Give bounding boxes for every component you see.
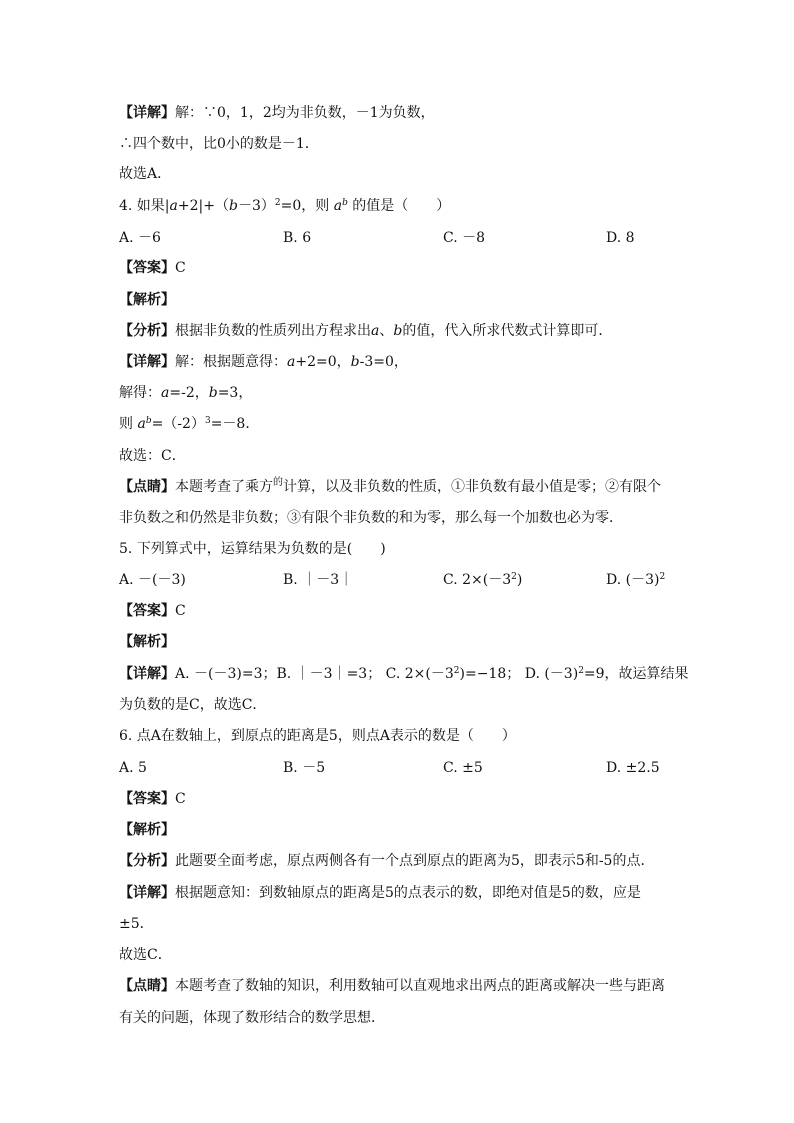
section-tag: 【答案】 xyxy=(119,260,175,276)
q4-detail xyxy=(119,352,408,372)
q5-answer xyxy=(119,601,186,621)
section-tag: 【分析】 xyxy=(119,853,175,869)
exponent: 2 xyxy=(274,198,281,208)
question-5-stem xyxy=(119,539,386,559)
detail-text: ∴四个数中，比0小的数是－1． xyxy=(119,136,319,152)
text-part: )=−18； D. (－3) xyxy=(459,666,579,682)
q6-option-d: D. ±2.5 xyxy=(606,760,660,776)
text-part: 根据非负数的性质列出方程求出 xyxy=(175,323,371,339)
section-tag: 【答案】 xyxy=(119,791,175,807)
q5-option-b: B. ｜－3｜ xyxy=(283,572,354,588)
q4-answer xyxy=(119,258,186,278)
stem-part: 4. 如果| xyxy=(119,198,170,214)
section-tag: 【解析】 xyxy=(119,634,175,650)
q6-option-c: C. ±5 xyxy=(443,760,483,776)
q4-choose xyxy=(119,446,186,466)
var-a: a xyxy=(287,354,296,370)
q4-review-2 xyxy=(119,508,623,528)
text-part: 计算，以及非负数的性质，①非负数有最小值是零；②有限个 xyxy=(283,479,661,495)
q4-solve xyxy=(119,383,252,403)
q5-option-a: A. －(－3) xyxy=(119,572,186,588)
question-6-stem xyxy=(119,726,516,746)
detail-text: 解：∵0，1，2均为非负数，－1为负数， xyxy=(175,105,435,121)
text-part: =－8． xyxy=(210,416,260,432)
answer-value: C xyxy=(175,791,186,807)
q5-detail-1 xyxy=(119,664,689,684)
choose-text: 故选：C． xyxy=(119,448,186,464)
stem-part: +2|+（ xyxy=(177,198,229,214)
var-b: b xyxy=(350,354,360,370)
text-part: 为负数的是C，故选C． xyxy=(119,697,267,713)
q4-review-1 xyxy=(119,477,661,497)
stem-part: =0，则 xyxy=(280,198,334,214)
q4-then xyxy=(119,414,259,434)
text-part: D. (－3) xyxy=(606,572,660,588)
q5-option-d xyxy=(606,570,665,590)
text-part: 解得： xyxy=(119,385,161,401)
exponent: b xyxy=(342,198,348,208)
text-part: 本题考查了数轴的知识，利用数轴可以直观地求出两点的距离或解决一些与距离 xyxy=(175,978,665,994)
text-part: =3， xyxy=(217,385,253,401)
q5-detail-2 xyxy=(119,695,266,715)
choose-line xyxy=(119,164,171,184)
text-part: ) xyxy=(516,572,523,588)
text-part: =-2， xyxy=(169,385,209,401)
var-a: a xyxy=(333,198,343,214)
choose-text: 故选C． xyxy=(119,947,172,963)
q4-option-b: B. 6 xyxy=(283,230,312,246)
exponent: b xyxy=(145,416,152,426)
section-tag: 【答案】 xyxy=(119,603,175,619)
q6-detail-1 xyxy=(119,883,641,903)
choose-text: 故选A． xyxy=(119,166,172,182)
section-tag: 【解析】 xyxy=(119,822,175,838)
answer-value: C xyxy=(175,603,186,619)
exponent: 3 xyxy=(204,416,211,426)
q6-review-2 xyxy=(119,1008,385,1028)
text-part: 、 xyxy=(379,323,394,339)
q4-option-d: D. 8 xyxy=(606,230,635,246)
text-part: 本题考查了乘方 xyxy=(175,479,273,495)
q6-option-b: B. －5 xyxy=(283,760,326,776)
section-tag: 【详解】 xyxy=(119,354,175,370)
section-tag: 【详解】 xyxy=(119,885,175,901)
q6-answer xyxy=(119,789,186,809)
exponent: 2 xyxy=(659,572,666,582)
stem-part: 5. 下列算式中，运算结果为负数的是( ) xyxy=(119,541,386,557)
var-a: a xyxy=(371,323,380,339)
stem-part: 6. 点A在数轴上，到原点的距离是5，则点A表示的数是（ ） xyxy=(119,728,516,744)
text-part: 根据题意知：到数轴原点的距离是5的点表示的数，即绝对值是5的数，应是 xyxy=(175,885,641,901)
q6-review-1 xyxy=(119,976,665,996)
text-part: ±5． xyxy=(119,916,154,932)
exponent: 2 xyxy=(453,666,460,676)
text-part: 有关的问题，体现了数形结合的数学思想． xyxy=(119,1010,385,1026)
section-tag: 【解析】 xyxy=(119,292,175,308)
question-4-stem xyxy=(119,196,450,216)
q5-option-c xyxy=(443,570,522,590)
section-tag: 【详解】 xyxy=(119,666,175,682)
section-tag: 【详解】 xyxy=(119,105,175,121)
section-tag: 【点睛】 xyxy=(119,978,175,994)
text-part: 则 xyxy=(119,416,138,432)
section-tag: 【分析】 xyxy=(119,323,175,339)
stem-part: －3） xyxy=(237,198,275,214)
answer-value: C xyxy=(175,260,186,276)
var-b: b xyxy=(228,198,238,214)
text-part: 的 xyxy=(273,477,283,488)
q6-option-a: A. 5 xyxy=(119,760,147,776)
text-part: 此题要全面考虑，原点两侧各有一个点到原点的距离为5，即表示5和-5的点． xyxy=(175,853,655,869)
text-part: =9，故运算结果 xyxy=(583,666,689,682)
q6-choose xyxy=(119,945,172,965)
q6-analysis xyxy=(119,851,654,871)
var-a: a xyxy=(169,198,178,214)
q4-option-c: C. －8 xyxy=(443,230,486,246)
text-part: C. 2×(－3 xyxy=(443,572,512,588)
text-part: +2=0， xyxy=(295,354,351,370)
exponent: 2 xyxy=(511,572,517,582)
text-part: 的值，代入所求代数式计算即可． xyxy=(402,323,613,339)
stem-part: 的值是（ ） xyxy=(347,198,451,214)
var-b: b xyxy=(208,385,218,401)
detail-line-2 xyxy=(119,134,319,154)
text-part: =（-2） xyxy=(151,416,205,432)
var-a: a xyxy=(137,416,146,432)
text-part: A. －(－3)=3；B. ｜－3｜=3； C. 2×(－3 xyxy=(175,666,454,682)
q6-jiexi xyxy=(119,820,175,840)
var-b: b xyxy=(393,323,403,339)
q4-analysis xyxy=(119,321,612,341)
q6-detail-2 xyxy=(119,914,154,934)
q4-jiexi xyxy=(119,290,175,310)
section-tag: 【点睛】 xyxy=(119,479,175,495)
text-part: -3=0， xyxy=(359,354,408,370)
text-part: 解：根据题意得： xyxy=(175,354,287,370)
text-part: 非负数之和仍然是非负数；③有限个非负数的和为零，那么每一个加数也必为零． xyxy=(119,510,623,526)
detail-line-1 xyxy=(119,103,435,123)
var-a: a xyxy=(161,385,170,401)
q4-option-a: A. －6 xyxy=(119,230,161,246)
exponent: 2 xyxy=(578,666,584,676)
q5-jiexi xyxy=(119,632,175,652)
